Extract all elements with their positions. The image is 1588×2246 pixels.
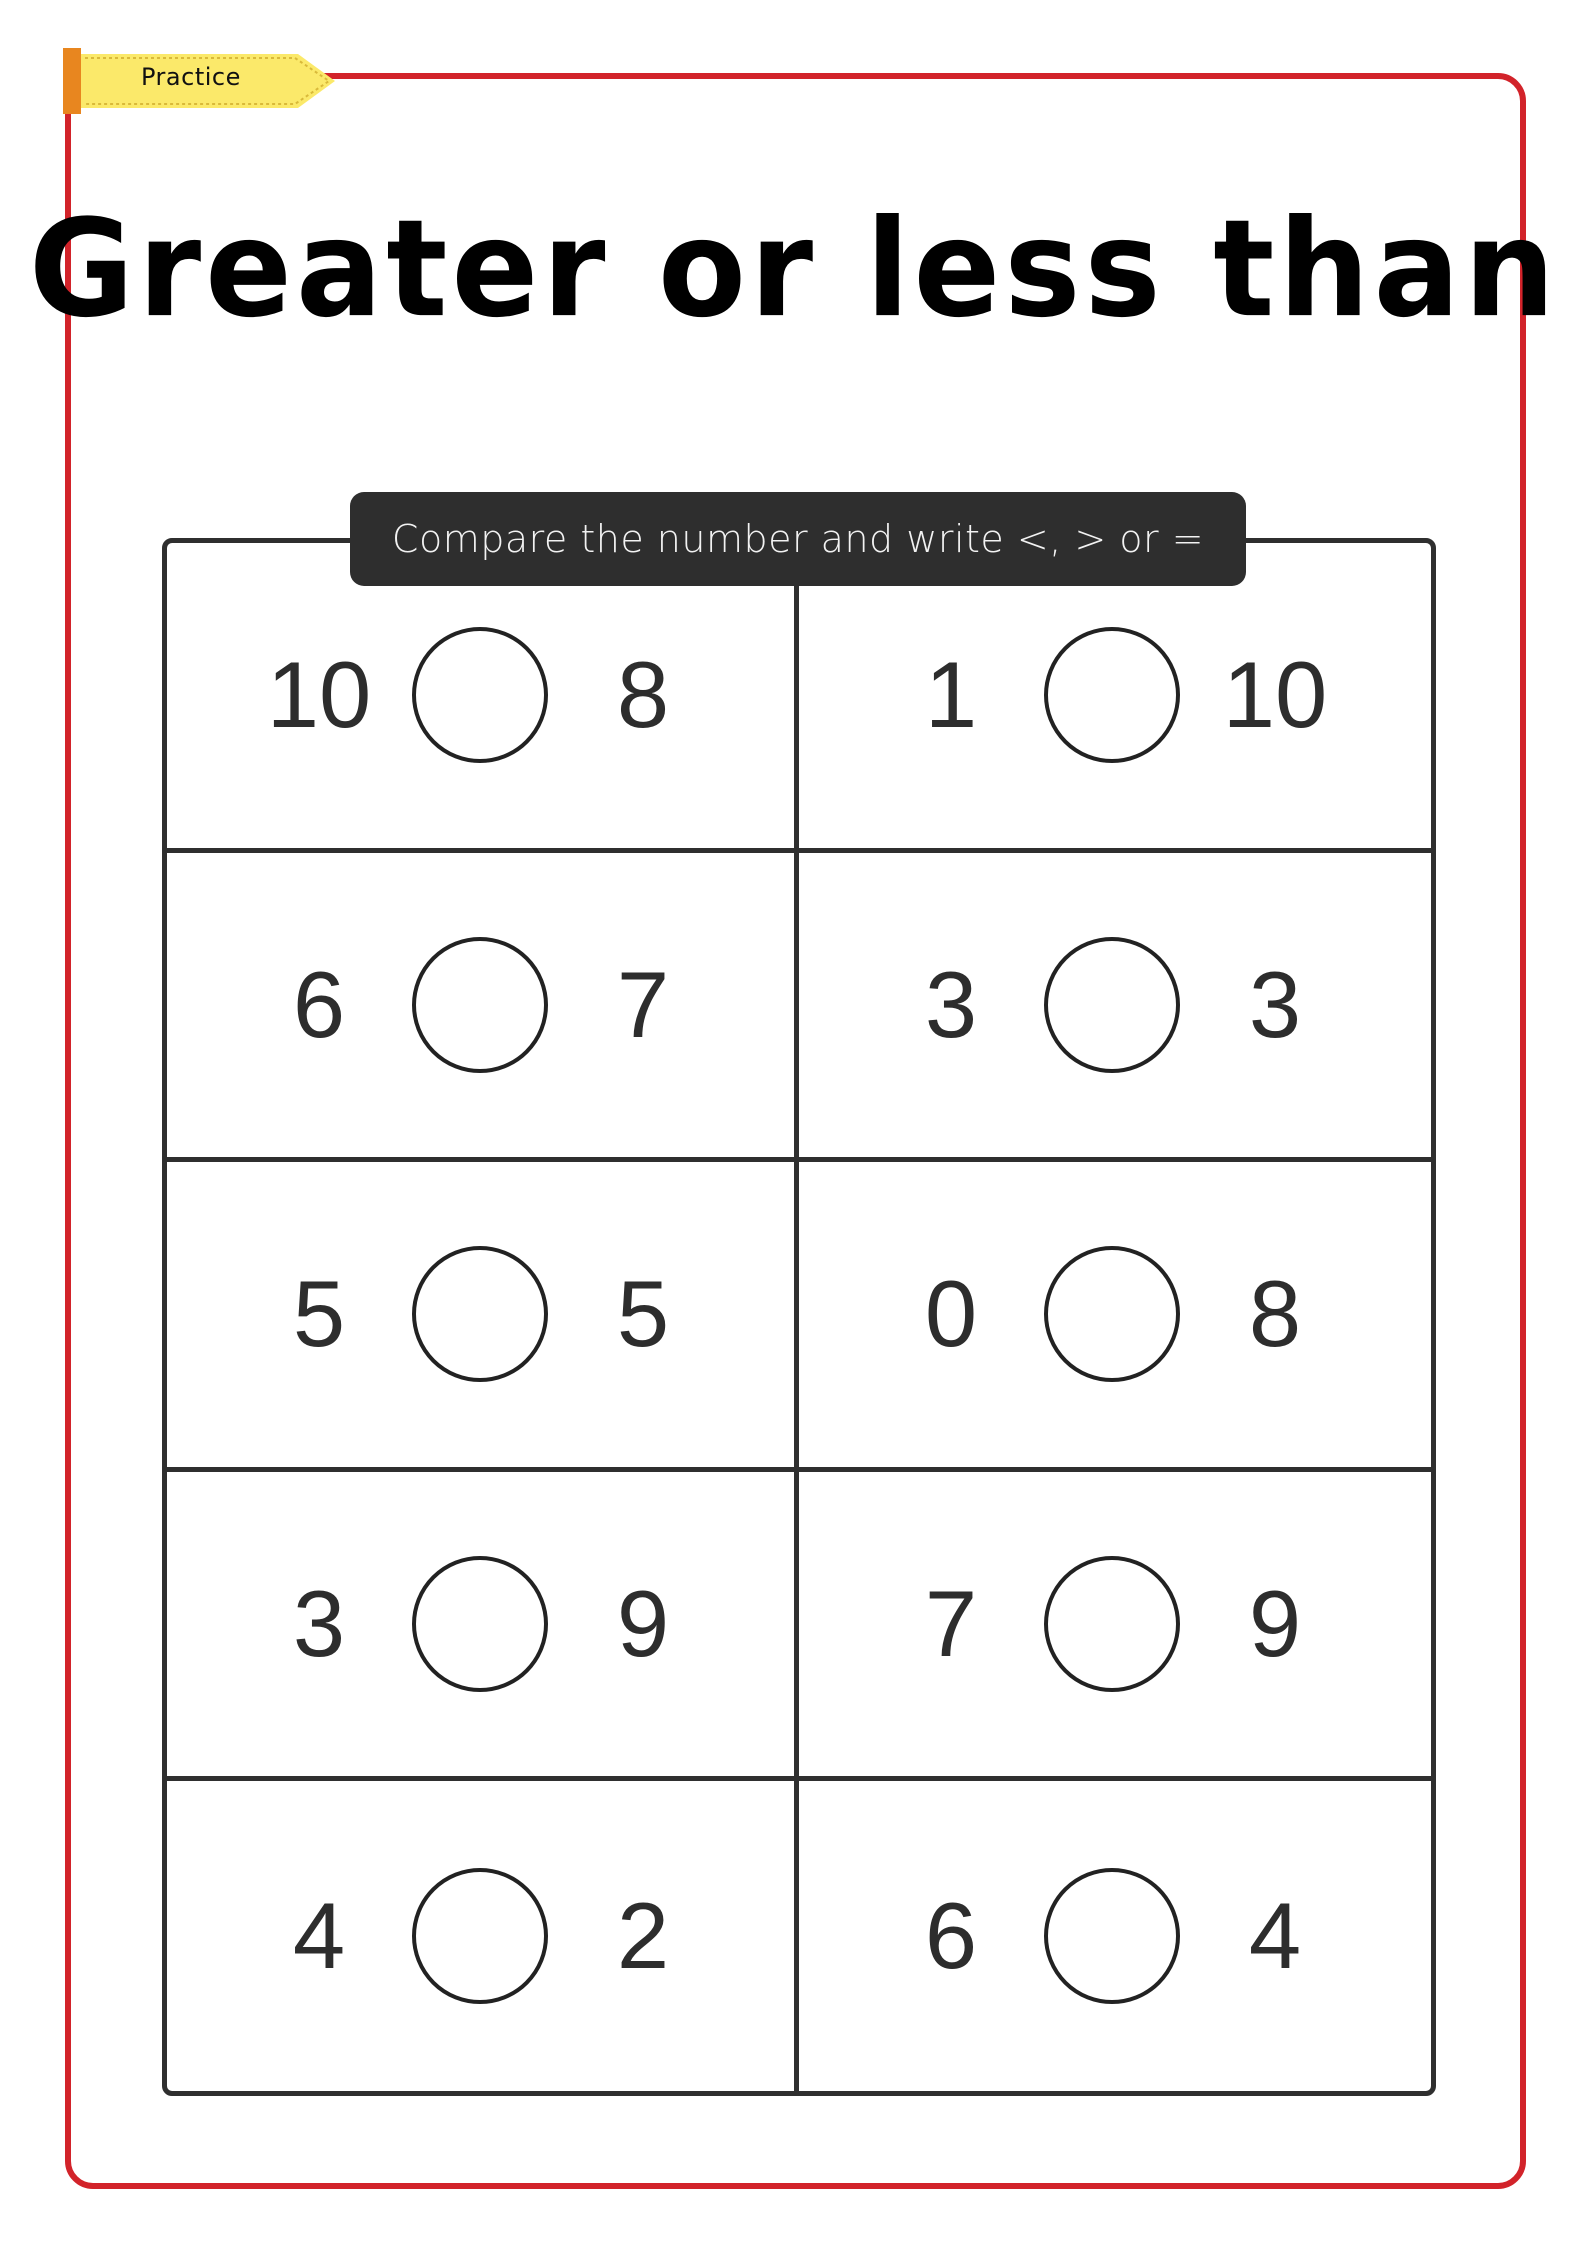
right-number: 9: [616, 1571, 670, 1677]
answer-circle[interactable]: [412, 1556, 548, 1692]
answer-circle[interactable]: [1044, 1556, 1180, 1692]
instruction-banner: Compare the number and write <, > or =: [350, 492, 1246, 586]
left-number: 7: [924, 1571, 978, 1677]
answer-circle[interactable]: [412, 937, 548, 1073]
right-number: 10: [1222, 642, 1328, 748]
left-number: 6: [924, 1883, 978, 1989]
answer-circle[interactable]: [1044, 1246, 1180, 1382]
answer-circle[interactable]: [412, 1868, 548, 2004]
problem-cell: [167, 853, 799, 1163]
right-number: 7: [616, 951, 670, 1057]
problem-cell: [167, 1781, 799, 2091]
problem-cell: [799, 853, 1431, 1163]
answer-circle[interactable]: [1044, 1868, 1180, 2004]
problem-cell: [799, 1472, 1431, 1782]
problem-cell: [799, 1162, 1431, 1472]
problem-cell: [167, 1472, 799, 1782]
right-number: 5: [616, 1261, 670, 1367]
left-number: 1: [924, 642, 978, 748]
answer-circle[interactable]: [1044, 937, 1180, 1073]
right-number: 8: [616, 642, 670, 748]
left-number: 10: [266, 642, 372, 748]
problem-cell: [799, 543, 1431, 853]
right-number: 2: [616, 1883, 670, 1989]
problem-cell: [167, 543, 799, 853]
practice-tag: [63, 48, 338, 114]
problem-cell: [799, 1781, 1431, 2091]
right-number: 4: [1248, 1883, 1302, 1989]
answer-circle[interactable]: [412, 1246, 548, 1382]
right-number: 3: [1248, 951, 1302, 1057]
right-number: 9: [1248, 1571, 1302, 1677]
left-number: 0: [924, 1261, 978, 1367]
problem-cell: [167, 1162, 799, 1472]
answer-circle[interactable]: [1044, 627, 1180, 763]
left-number: 3: [924, 951, 978, 1057]
left-number: 3: [292, 1571, 346, 1677]
left-number: 5: [292, 1261, 346, 1367]
right-number: 8: [1248, 1261, 1302, 1367]
left-number: 4: [292, 1883, 346, 1989]
page-title: Greater or less than: [28, 191, 1560, 348]
left-number: 6: [292, 951, 346, 1057]
tag-label: Practice: [141, 63, 241, 91]
problem-grid: [162, 538, 1436, 2096]
answer-circle[interactable]: [412, 627, 548, 763]
